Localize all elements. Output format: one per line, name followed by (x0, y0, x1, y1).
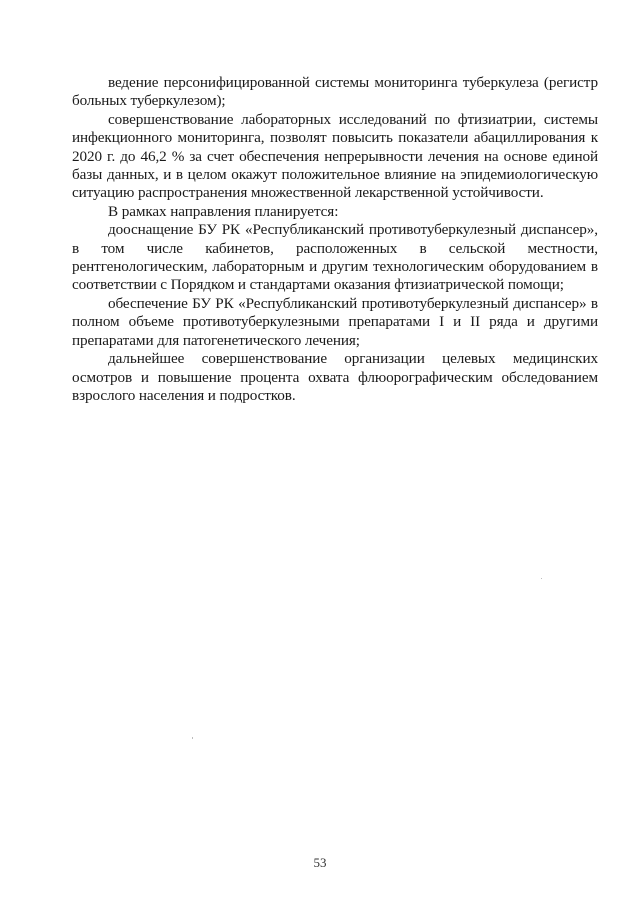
page-number: 53 (313, 855, 327, 870)
paragraph-equipment: дооснащение БУ РК «Республиканский противотуберкулезный диспансер», в том числе кабинетов, расположенных в сельской местности, рентгенологическим, лабораторным и другим технологическим оборудованием в соответствии с Порядком и стандартами оказания фтизиатрической помощи; (72, 221, 598, 294)
paragraph-drug-supply: обеспечение БУ РК «Республиканский противотуберкулезный диспансер» в полном объеме противотуберкулезными препаратами I и II ряда и другими препаратами для патогенетического лечения; (72, 294, 598, 349)
scan-speck (541, 578, 542, 579)
body-text (72, 74, 598, 405)
paragraph-lab-improvement: совершенствование лабораторных исследований по фтизиатрии, системы инфекционного мониторинга, позволят повысить показатели абациллирования к 2020 г. до 46,2 % за счет обеспечения непрерывности лечения на основе единой базы данных, и в целом окажут положительное влияние на эпидемиологическую ситуацию распространения множественной лекарственной устойчивости. (72, 110, 598, 202)
scan-speck (192, 737, 193, 739)
paragraph-plan-intro: В рамках направления планируется: (108, 202, 339, 220)
paragraph-registry: ведение персонифицированной системы мониторинга туберкулеза (регистр больных туберкулезом); (72, 74, 598, 110)
paragraph-screening: дальнейшее совершенствование организации целевых медицинских осмотров и повышение процента охвата флюорографическим обследованием взрослого населения и подростков. (72, 350, 598, 404)
